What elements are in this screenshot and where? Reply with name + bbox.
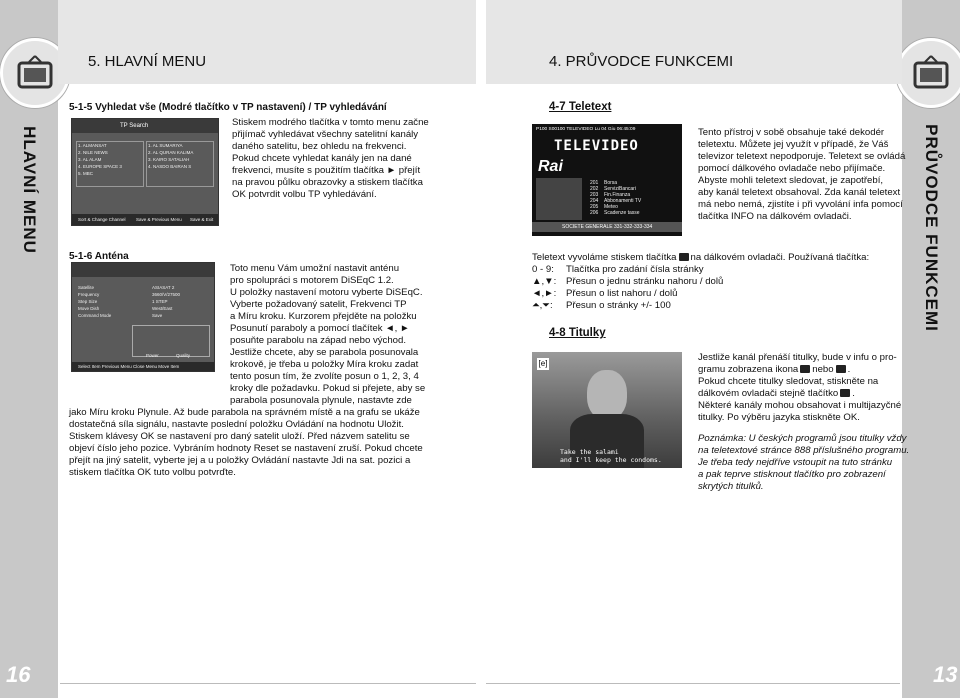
ant-row-2-value: 3660/V/27500 <box>152 292 181 297</box>
screen-list-right-1: 1. AL SUMARIYA <box>148 143 183 148</box>
tt-line-5: Abyste mohli teletext sledovat, je zapotřebí, <box>698 175 884 186</box>
ant-row-4-label: Move Dish <box>78 306 100 311</box>
sub-line-1: Jestliže kanál přenáší titulky, bude v infu o pro- <box>698 352 897 363</box>
tt-key-3-desc: Přesun o list nahoru / dolů <box>566 288 678 299</box>
tt-menu-5: Meteo <box>604 204 618 210</box>
tt-menu-num-1: 201 <box>590 180 599 186</box>
s2-r-line-7: posuňte parabolu na západ nebo východ. <box>230 335 407 346</box>
s2-r-line-8: Jestliže chcete, aby se parabola posunovala <box>230 347 419 358</box>
tt-menu-2: ServiziBancari <box>604 186 636 192</box>
screen-list-left-4: 4. EUROPE SPACE 3 <box>78 164 122 169</box>
tt-intro-before: Teletext vyvoláme stiskem tlačítka <box>532 252 677 263</box>
tt-line-8: tlačítka INFO na dálkovém ovladači. <box>698 211 852 222</box>
left-side-title: HLAVNÍ MENU <box>20 126 39 254</box>
subtitle-icon-2 <box>836 365 846 373</box>
left-header-title: 5. HLAVNÍ MENU <box>88 53 207 70</box>
tt-logo: TELEVIDEO <box>554 138 639 154</box>
screen-list-left-2: 2. NILE NEWS <box>78 150 108 155</box>
screen-list-left-5: 5. MBC <box>78 171 94 176</box>
subtitle-photo <box>532 352 682 468</box>
right-side-title: PRŮVODCE FUNKCEMI <box>922 124 941 332</box>
subtitle-badge: [e] <box>538 359 548 368</box>
s2-f-line-1: jako Míru kroku Plynule. Až bude parabola na správném místě a na grafu se ukáže <box>69 407 420 418</box>
sub-line-2: gramu zobrazena ikona nebo . <box>698 364 851 375</box>
tt-line-1: Tento přístroj v sobě obsahuje také dekodér <box>698 127 885 138</box>
tt-top-line: P100 S00100 TELEVIDEO Lu 04 Giu 06:45:09 <box>536 127 636 132</box>
s2-f-line-4: objeví číslo jeho pozice. Vybráním hodnoty Reset se nastavení zruší. Pokud chcete <box>69 443 423 454</box>
antenna-screenshot <box>71 262 215 372</box>
tv-logo-right <box>896 38 960 108</box>
sub-line-4-text: dálkovém ovladači stejně tlačítko <box>698 388 839 399</box>
section-heading-5-1-5: 5-1-5 Vyhledat vše (Modré tlačítko v TP nastavení) / TP vyhledávání <box>69 102 387 113</box>
ant-row-3-value: 1 STEP <box>152 299 168 304</box>
tt-line-3: televizor teletext nepodporuje. Teletext se ovládá <box>698 151 906 162</box>
ant-bottom-bar: Select Item Previous Menu Close Menu Move Item <box>78 364 180 369</box>
s2-r-line-9: krokově, je třeba u položky Míra kroku zadat <box>230 359 419 370</box>
tt-menu-num-6: 206 <box>590 210 599 216</box>
right-footer-line <box>486 683 900 684</box>
screen-bottom-mid: Save & Previous Menu <box>136 217 182 222</box>
tt-key-4-desc: Přesun o stránky +/- 100 <box>566 300 671 311</box>
left-header-band <box>58 0 476 84</box>
teletext-screenshot <box>532 124 682 236</box>
s1-line-4: Pokud chcete vyhledat kanály jen na dané <box>232 153 412 164</box>
tt-bottom: SOCIETE GENERALE 331-332-333-334 <box>562 224 653 230</box>
ant-row-1-value: ASIASAT 2 <box>152 285 175 290</box>
subtitle-caption-1: Take the salami <box>560 448 619 456</box>
tt-menu-num-4: 204 <box>590 198 599 204</box>
s2-r-line-4: Vyberte požadovaný satelit, Frekvenci TP <box>230 299 407 310</box>
tt-menu-4: Abbonamenti TV <box>604 198 642 204</box>
ant-row-4-value: West/East <box>152 306 173 311</box>
note-line-4: a pak teprve stisknout tlačítko pro zobrazení <box>698 469 886 480</box>
s2-f-line-5: přejít na jiný satelit, vyberte jej a u položky Ovládání nastavte Jdi na sat. pozici a <box>69 455 411 466</box>
tt-line-6: aby kanál teletext obsahoval. Zda kanál teletext <box>698 187 901 198</box>
tt-menu-num-2: 202 <box>590 186 599 192</box>
subtitle-caption-2: and I'll keep the condoms. <box>560 456 662 464</box>
screen-bottom-right: Save & Exit <box>190 217 214 222</box>
subtitle-key-icon <box>840 389 850 397</box>
tt-channel: Rai <box>538 158 563 175</box>
tt-key-1: 0 - 9: <box>532 264 554 275</box>
s2-f-line-6: stiskem tlačítka OK tuto volbu potvrďte. <box>69 467 236 478</box>
note-line-5: skrytých titulků. <box>698 481 764 492</box>
tt-line-4: pomocí dálkového ovladače nebo přijímače. <box>698 163 886 174</box>
tt-key-4: ⏶,⏷: <box>532 300 553 311</box>
s2-f-line-2: dostatečná síla signálu, nastavte poslední položku Ovládání na hodnotu Uložit. <box>69 419 404 430</box>
s1-line-7: OK potvrdit volbu TP vyhledávání. <box>232 189 377 200</box>
s2-r-line-1: Toto menu Vám umožní nastavit anténu <box>230 263 400 274</box>
ant-row-5-value: Save <box>152 313 163 318</box>
s2-f-line-3: Stiskem klávesy OK se nastavení pro daný satelit uloží. Před názvem satelitu se <box>69 431 410 442</box>
tp-search-screenshot <box>71 118 219 226</box>
tt-intro-after: na dálkovém ovladači. Používaná tlačítka: <box>690 252 870 263</box>
tt-key-1-desc: Tlačítka pro zadání čísla stránky <box>566 264 704 275</box>
subtitle-icon-1 <box>800 365 810 373</box>
s1-line-3: daného satelitu, bez ohledu na frekvenci. <box>232 141 407 152</box>
s1-line-2: přijímač vyhledávat všechny satelitní kanály <box>232 129 419 140</box>
ant-row-5-label: Command Mode <box>78 313 112 318</box>
s2-r-line-2: pro spolupráci s motorem DiSEqC 1.2. <box>230 275 394 286</box>
note-line-3: Je třeba tedy nejdříve vstoupit na tuto stránku <box>698 457 893 468</box>
s2-r-line-12: parabola posunovala plynule, nastavte zde <box>230 395 412 406</box>
note-line-2: na teletextové stránce 888 příslušného programu. <box>698 445 910 456</box>
tt-menu-3: Fin.Finanza <box>604 192 631 198</box>
screen-list-right-2: 2. AL QURAN KALIMA <box>148 150 194 155</box>
section-heading-teletext: 4-7 Teletext <box>549 101 612 113</box>
tt-menu-num-5: 205 <box>590 204 599 210</box>
tv-icon <box>15 53 55 93</box>
tt-menu-1: Borsa <box>604 180 618 186</box>
screen-list-left-1: 1. ALMANSAT <box>78 143 107 148</box>
s1-line-1: Stiskem modrého tlačítka v tomto menu začne <box>232 117 429 128</box>
ant-row-2-label: Frequency <box>78 292 100 297</box>
ant-row-1-label: Satellite <box>78 285 95 290</box>
right-header-band <box>486 0 902 84</box>
ant-row-3-label: Step Size <box>78 299 98 304</box>
teletext-key-icon <box>679 253 689 261</box>
sub-line-5: Některé kanály mohou obsahovat i multijazyčné <box>698 400 902 411</box>
tt-key-2: ▲,▼: <box>532 276 557 287</box>
sub-line-2-text: gramu zobrazena ikona <box>698 364 799 375</box>
tv-icon <box>911 53 951 93</box>
sub-line-2-or: nebo <box>812 364 834 375</box>
sub-line-6: titulky. Po výběru jazyka stiskněte OK. <box>698 412 860 423</box>
section-heading-subtitles: 4-8 Titulky <box>549 327 606 339</box>
tt-key-3: ◄,►: <box>532 288 557 299</box>
s2-r-line-6: Posunutí paraboly a pomocí tlačítek ◄, ► <box>230 323 410 334</box>
screen-title: TP Search <box>120 123 149 129</box>
section-heading-5-1-6: 5-1-6 Anténa <box>69 251 129 262</box>
s1-line-5: frekvenci, musíte s použitím tlačítka ► přejít <box>232 165 421 176</box>
screen-list-right-3: 3. KAIRO SATALIAH <box>148 157 190 162</box>
ant-quality-label: Quality <box>176 353 191 358</box>
s2-r-line-5: a Míru kroku. Kurzorem přejděte na položku <box>230 311 417 322</box>
screen-bottom-left: Sort & Change Channel <box>78 217 126 222</box>
tt-intro <box>532 252 869 264</box>
s2-r-line-3: U položky nastavení motoru vyberte DiSEqC. <box>230 287 423 298</box>
tt-line-2: teletextu. Můžete jej využít v případě, že Váš <box>698 139 889 150</box>
screen-list-left-3: 3. AL ALAM <box>78 157 102 162</box>
tt-line-7: má nebo nemá, zjistíte i při vyvolání infa pomocí <box>698 199 903 210</box>
sub-line-3: Pokud chcete titulky sledovat, stiskněte na <box>698 376 879 387</box>
s1-line-6: na pravou půlku obrazovky a stiskem tlačítka <box>232 177 423 188</box>
page-number-left: 16 <box>6 662 31 687</box>
s2-r-line-11: kroky dle požadavku. Pokud si přejete, aby se <box>230 383 426 394</box>
note-line-1: Poznámka: U českých programů jsou titulky vždy <box>698 433 907 444</box>
screen-list-right-4: 4. NASDO BAIRAN S <box>148 164 192 169</box>
page-number-right: 13 <box>933 662 958 687</box>
tt-key-2-desc: Přesun o jednu stránku nahoru / dolů <box>566 276 724 287</box>
tt-menu-6: Scadenze tasse <box>604 210 640 216</box>
right-header-title: 4. PRŮVODCE FUNKCEMI <box>549 53 734 70</box>
s2-r-line-10: tento posun tím, že zvolíte posun o 1, 2, 3, 4 <box>230 371 419 382</box>
sub-line-4: dálkovém ovladači stejně tlačítko . <box>698 388 855 399</box>
left-footer-line <box>60 683 476 684</box>
ant-power-label: Power <box>146 353 159 358</box>
tt-menu-num-3: 203 <box>590 192 599 198</box>
